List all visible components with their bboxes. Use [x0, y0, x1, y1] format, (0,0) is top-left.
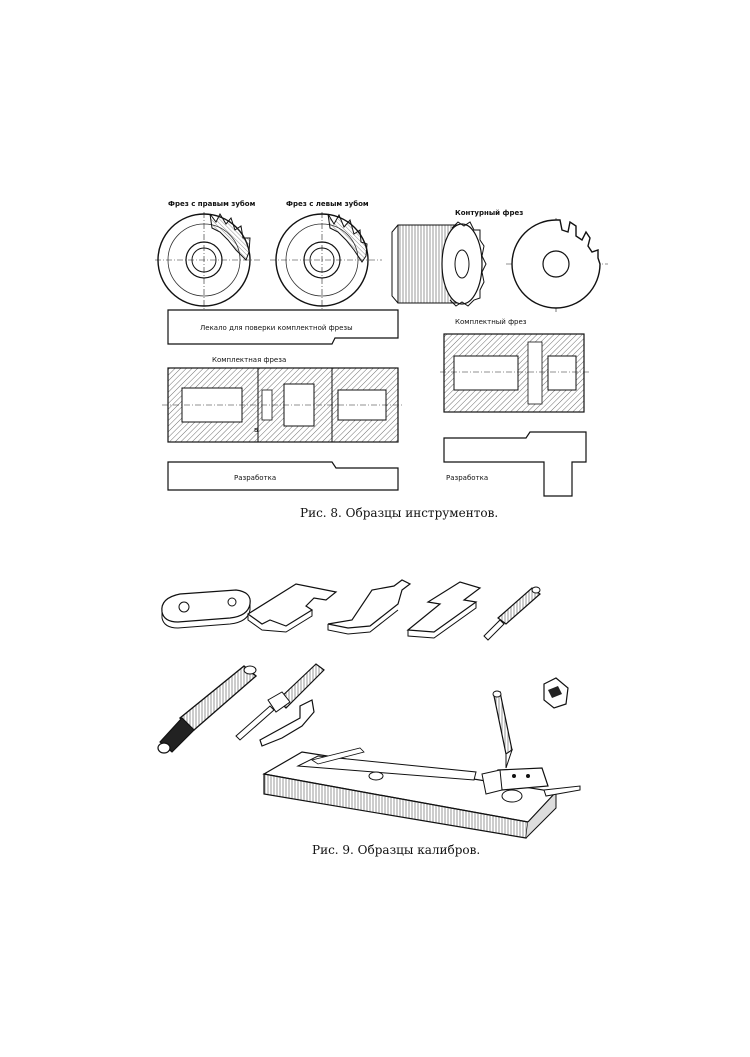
label-set-cutter-right: Комплектный фрез [455, 318, 527, 326]
label-template: Лекало для поверки комплектной фрезы [200, 324, 353, 332]
figure-9-caption: Рис. 9. Образцы калибров. [312, 843, 481, 857]
label-contour-cutter: Контурный фрез [455, 209, 524, 217]
gauge-plate-step [408, 582, 480, 638]
gauge-plug-small [484, 587, 540, 640]
gauge-plate-notched [248, 584, 336, 632]
label-cutter-right: Фрез с правым зубом [168, 200, 256, 208]
label-dev-left: Разработка [234, 474, 277, 482]
label-set-cutter-left: Комплектная фреза [212, 356, 287, 364]
gauge-plate-oval [162, 590, 250, 628]
gauge-plug-large [158, 666, 256, 753]
label-mark-b: в [254, 426, 259, 434]
figure-8-caption: Рис. 8. Образцы инструментов. [300, 506, 499, 520]
gauge-bracket-small [544, 678, 568, 708]
gauge-plate-hexagonal [328, 580, 410, 634]
label-dev-right: Разработка [446, 474, 489, 482]
label-cutter-left: Фрез с левым зубом [286, 200, 369, 208]
